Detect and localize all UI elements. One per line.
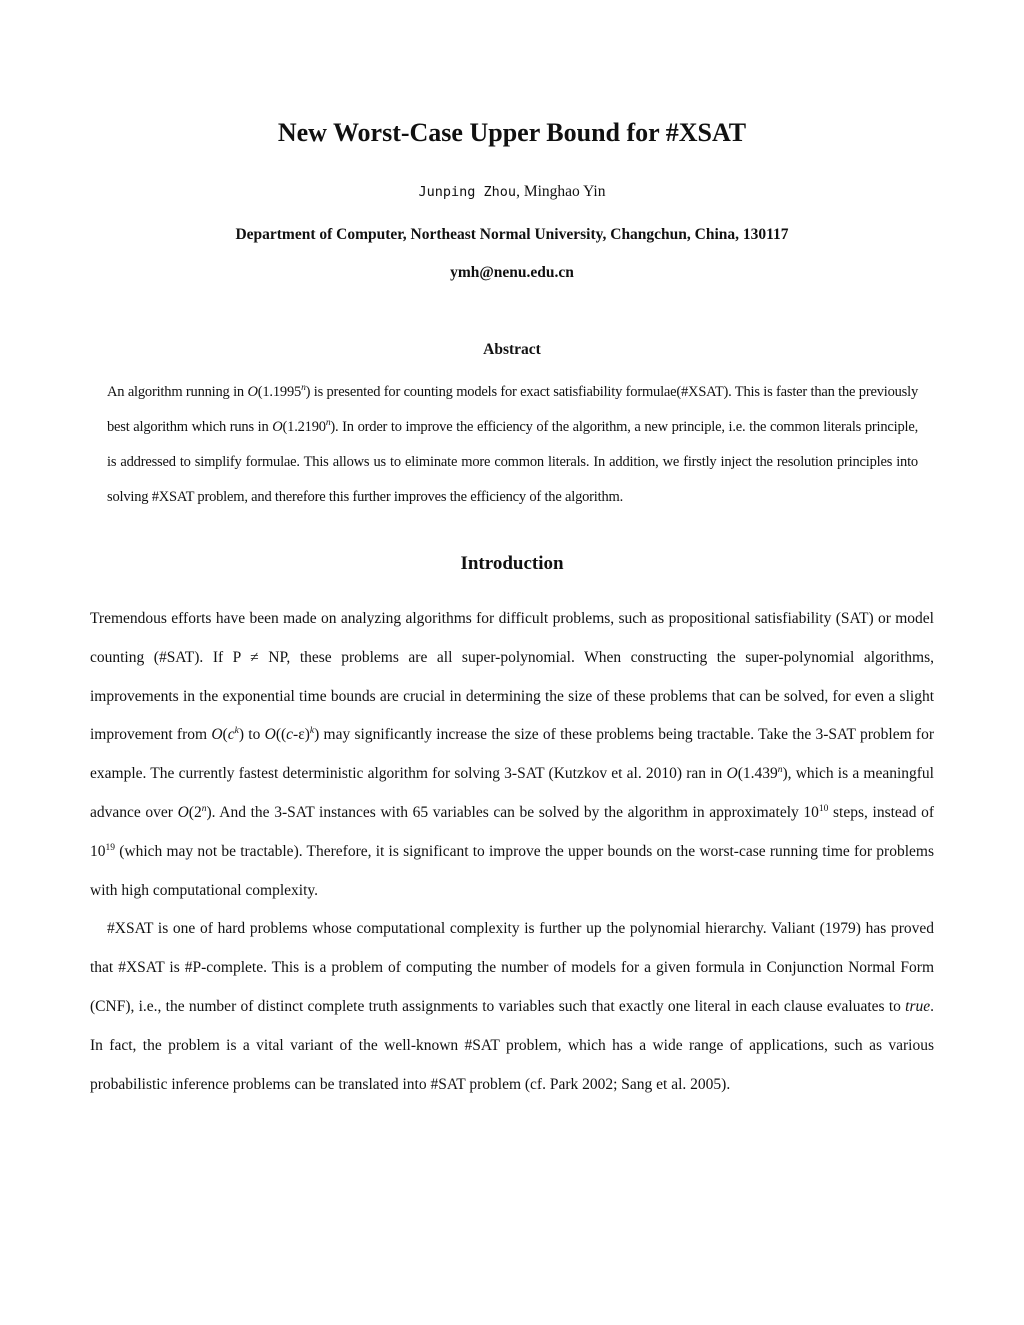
- abstract-math: O: [247, 384, 258, 400]
- body-text: ). And the 3-SAT instances with 65 variables can be solved by the algorithm in approximately 10: [206, 803, 819, 821]
- body-text: #XSAT is one of hard problems whose computational complexity is further up the polynomial hierarchy. Valiant (1979) has proved that #XSAT is #P-complete. This is a problem of computing the number of models for a given formula in Conjunction Normal Form (CNF), i.e., the number of distinct complete truth assignments to variables such that exactly one literal in each clause evaluates to: [90, 920, 934, 1015]
- body-math-exponent: n: [201, 803, 207, 814]
- introduction-heading: Introduction: [460, 553, 564, 574]
- abstract-math: O: [272, 419, 283, 435]
- abstract-text: An algorithm running in: [107, 384, 248, 400]
- introduction-body: [90, 600, 934, 1104]
- body-math: O: [264, 726, 276, 744]
- body-math: O: [211, 726, 223, 744]
- paper-title: New Worst-Case Upper Bound for #XSAT: [277, 118, 747, 147]
- body-math: (1.439: [737, 765, 778, 783]
- body-math: ((: [275, 726, 287, 744]
- body-text: . In fact, the problem is a vital variant of the well-known #SAT problem, which has a wide range of applications, such as various probabilistic inference problems can be translated into #SAT problem (cf. Park 2002; Sang et al. 2005).: [90, 997, 934, 1093]
- introduction-paragraph-2: [90, 910, 934, 1104]
- abstract-math-exponent: n: [325, 418, 331, 428]
- abstract-body: [107, 375, 918, 515]
- introduction-paragraph-1: [90, 600, 934, 910]
- abstract-text: ). In order to improve the efficiency of the algorithm, a new principle, i.e. the common literals principle, is addressed to simplify formulae. This allows us to eliminate more common literals. In addition, we firstly inject the resolution principles into solving #XSAT problem, and therefore this further improves the efficiency of the algorithm.: [107, 419, 918, 505]
- author-email: ymh@nenu.edu.cn: [450, 264, 574, 281]
- body-math: O: [177, 803, 189, 821]
- body-math-exponent: k: [309, 726, 315, 737]
- author-name-2: , Minghao Yin: [516, 183, 606, 200]
- affiliation: Department of Computer, Northeast Normal University, Changchun, China, 130117: [235, 226, 789, 243]
- body-math: O: [726, 765, 738, 783]
- body-math: c: [227, 726, 235, 744]
- body-text: steps, instead of 10: [90, 803, 934, 860]
- abstract-heading: Abstract: [483, 341, 541, 358]
- body-text: Tremendous efforts have been made on analyzing algorithms for difficult problems, such as propositional satisfiability (SAT) or model counting (#SAT). If P ≠ NP, these problems are all super-polynomial. When constructing the super-polynomial algorithms, improvements in the exponential time bounds are crucial in determining the size of these problems that can be solved, for even a slight improvement from: [90, 610, 934, 744]
- body-text: ) to: [238, 726, 265, 744]
- body-text: ) may significantly increase the size of these problems being tractable. Take the 3-SAT problem for example. The currently fastest deterministic algorithm for solving 3-SAT (Kutzkov et al. 2010) ran in: [90, 726, 935, 783]
- body-math-exponent: n: [777, 765, 783, 776]
- body-math: -ε): [293, 726, 310, 744]
- abstract-text: ) is presented for counting models for exact satisfiability formulae(#XSAT). This is faster than the previously best algorithm which runs in: [107, 384, 919, 435]
- body-text: (which may not be tractable). Therefore, it is significant to improve the upper bounds on the worst-case running time for problems with high computational complexity.: [90, 842, 934, 899]
- author-name-1: Junping Zhou: [418, 184, 517, 200]
- abstract-math: (1.2190: [282, 419, 326, 435]
- body-math: (2: [188, 803, 202, 821]
- body-text: ), which is a meaningful advance over: [90, 765, 934, 821]
- body-math: c: [286, 726, 294, 744]
- body-math-exponent: 19: [105, 842, 115, 853]
- abstract-math-exponent: n: [301, 383, 306, 393]
- body-emphasis: true: [905, 997, 931, 1015]
- author-line: [0, 183, 1024, 201]
- body-math-exponent: 10: [818, 803, 829, 814]
- body-math: (: [222, 726, 228, 744]
- body-math-exponent: k: [234, 726, 239, 737]
- abstract-math: (1.1995: [257, 384, 302, 400]
